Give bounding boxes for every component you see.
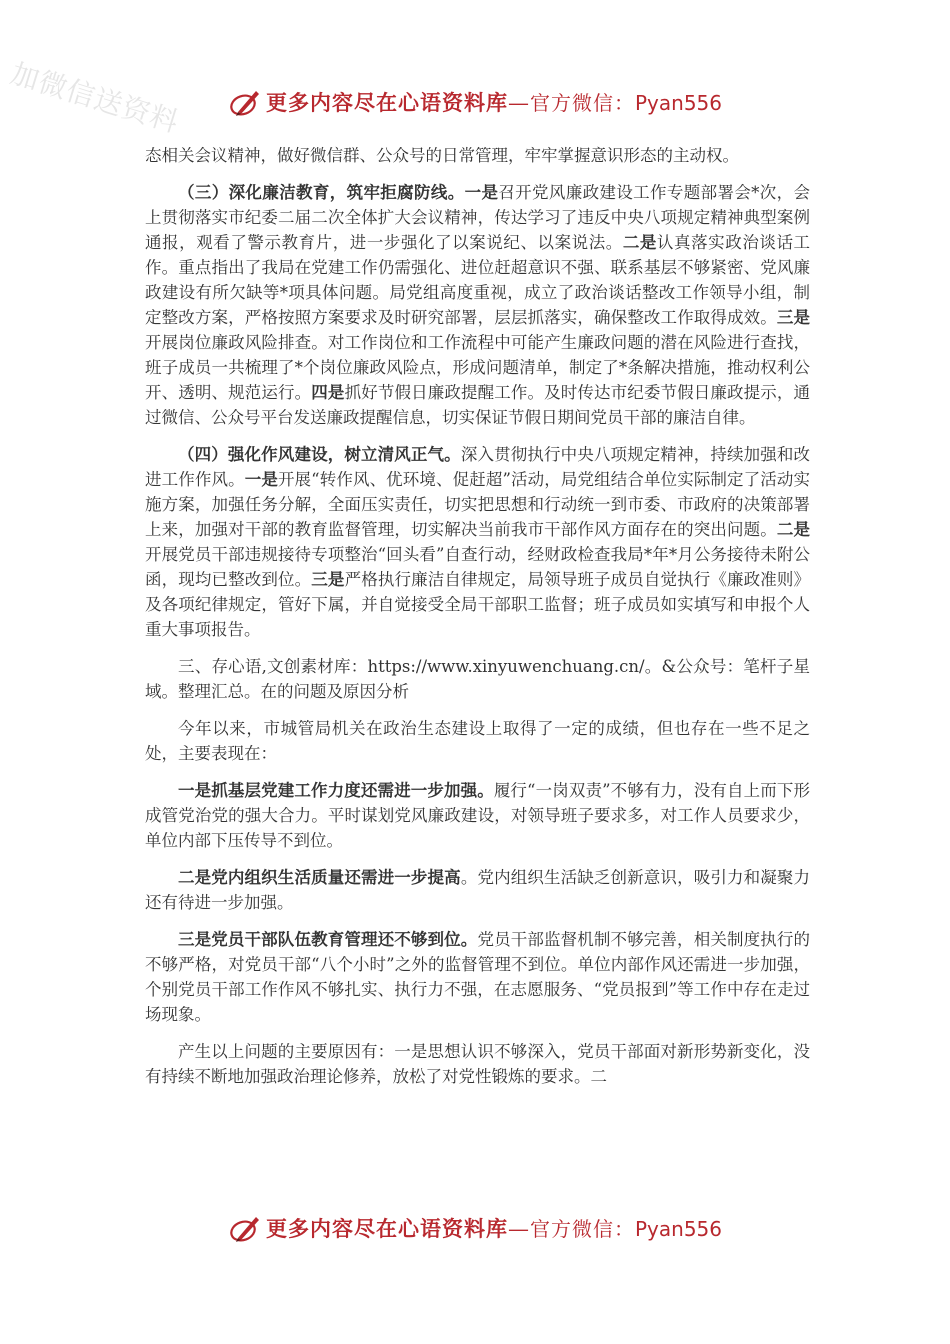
header-banner-text xyxy=(266,87,722,117)
point-text: 认真落实政治谈话工作。重点指出了我局在党建工作仍需强化、进位赶超意识不强、联系基层不够紧密、党风廉政建设有所欠缺等*项具体问题。局党组高度重视，成立了政治谈话整改工作领导小组，制定整改方案，严格按照方案要求及时研究部署，层层抓落实，确保整改工作取得成效。 xyxy=(145,233,811,327)
problem-one-text: 履行“一岗双责”不够有力，没有自上而下形成管党治党的强大合力。平时谋划党风廉政建设，对领导班子要求多，对工作人员要求少，单位内部下压传导不到位。 xyxy=(145,781,810,850)
point-text: 召开党风廉政建设工作专题部署会*次，会上贯彻落实市纪委二届二次全体扩大会议精神，传达学习了违反中央八项规定精神典型案例通报，观看了警示教育片，进一步强化了以案说纪、以案说法。 xyxy=(145,183,811,252)
problem-three xyxy=(145,927,810,1027)
section-heading-4: （四）强化作风建设，树立清风正气。 xyxy=(178,445,461,464)
header-banner-dash: — xyxy=(507,91,530,115)
paragraph-work-style xyxy=(145,442,810,642)
point-lead: 一是 xyxy=(464,183,499,202)
point-lead: 二是 xyxy=(622,233,657,252)
paragraph-integrity-education xyxy=(145,180,810,430)
point-text: 严格执行廉洁自律规定，局领导班子成员自觉执行《廉政准则》及各项纪律规定，管好下属，并自觉接受全局干部职工监督；班子成员如实填写和申报个人重大事项报告。 xyxy=(145,570,811,639)
problem-three-text: 党员干部监督机制不够完善，相关制度执行的不够严格，对党员干部“八个小时”之外的监督管理不到位。单位内部作风还需进一步加强，个别党员干部工作作风不够扎实、执行力不强，在志愿服务、“党员报到”等工作中存在走过场现象。 xyxy=(145,930,811,1024)
corner-watermark: 加微信送资料 xyxy=(6,56,183,140)
point-lead: 二是 xyxy=(776,520,811,539)
header-banner-inner xyxy=(228,85,722,119)
point-lead: 三是 xyxy=(311,570,345,589)
problem-one-heading: 一是抓基层党建工作力度还需进一步加强。 xyxy=(178,781,494,800)
paragraph-summary: 今年以来，市城管局机关在政治生态建设上取得了一定的成绩，但也存在一些不足之处，主要表现在： xyxy=(145,719,810,763)
footer-banner-wechat-id: Pyan556 xyxy=(634,1217,722,1241)
header-banner-wechat-id: Pyan556 xyxy=(634,91,722,115)
footer-banner-main: 更多内容尽在心语资料库 xyxy=(265,1216,508,1241)
paragraph-continuation: 态相关会议精神，做好微信群、公众号的日常管理，牢牢掌握意识形态的主动权。 xyxy=(145,146,739,165)
problem-two-heading: 二是党内组织生活质量还需进一步提高 xyxy=(178,868,461,887)
problem-two-text: 。党内组织生活缺乏创新意识，吸引力和凝聚力还有待进一步加强。 xyxy=(145,868,811,912)
point-text: 开展党员干部违规接待专项整治“回头看”自查行动，经财政检查我局*年*月公务接待未附公函，现均已整改到位。 xyxy=(145,545,810,589)
point-lead: 三是 xyxy=(776,308,811,327)
pen-logo-icon xyxy=(228,85,262,119)
footer-banner-text xyxy=(266,1213,722,1243)
problem-two xyxy=(145,865,810,915)
paragraph-causes: 产生以上问题的主要原因有：一是思想认识不够深入，党员干部面对新形势新变化，没有持续不断地加强政治理论修养，放松了对党性锻炼的要求。二 xyxy=(145,1042,810,1086)
section-three-heading: 三、存心语,文创素材库：https://www.xinyuwenchuang.cn/。&公众号：笔杆子星域。整理汇总。在的问题及原因分析 xyxy=(145,657,810,701)
point-lead: 一是 xyxy=(244,470,278,489)
paragraph-intro: 深入贯彻执行中央八项规定精神，持续加强和改进工作作风。 xyxy=(145,445,811,489)
header-banner-main: 更多内容尽在心语资料库 xyxy=(265,90,508,115)
problem-three-heading: 三是党员干部队伍教育管理还不够到位。 xyxy=(178,930,478,949)
section-heading-3: （三）深化廉洁教育，筑牢拒腐防线。 xyxy=(178,183,465,202)
document-body xyxy=(145,143,810,1089)
point-text: 开展“转作风、优环境、促赶超”活动，局党组结合单位实际制定了活动实施方案，加强任务分解，全面压实责任，切实把思想和行动统一到市委、市政府的决策部署上来，加强对干部的教育监督管理，切实解决当前我市干部作风方面存在的突出问题。 xyxy=(145,470,811,539)
point-text: 开展岗位廉政风险排查。对工作岗位和工作流程中可能产生廉政问题的潜在风险进行查找，班子成员一共梳理了*个岗位廉政风险点，形成问题清单，制定了*条解决措施，推动权利公开、透明、规范运行。 xyxy=(145,333,810,402)
pen-logo-icon xyxy=(228,1211,262,1245)
footer-banner-inner xyxy=(228,1211,722,1245)
footer-banner-dash: — xyxy=(507,1217,530,1241)
header-banner-wechat-label: 官方微信： xyxy=(529,91,635,115)
point-lead: 四是 xyxy=(311,383,345,402)
point-text: 抓好节假日廉政提醒工作。及时传达市纪委节假日廉政提示，通过微信、公众号平台发送廉政提醒信息，切实保证节假日期间党员干部的廉洁自律。 xyxy=(145,383,811,427)
problem-one xyxy=(145,778,810,853)
footer-banner-wechat-label: 官方微信： xyxy=(529,1217,635,1241)
footer-banner xyxy=(0,1206,950,1250)
header-banner xyxy=(0,80,950,124)
